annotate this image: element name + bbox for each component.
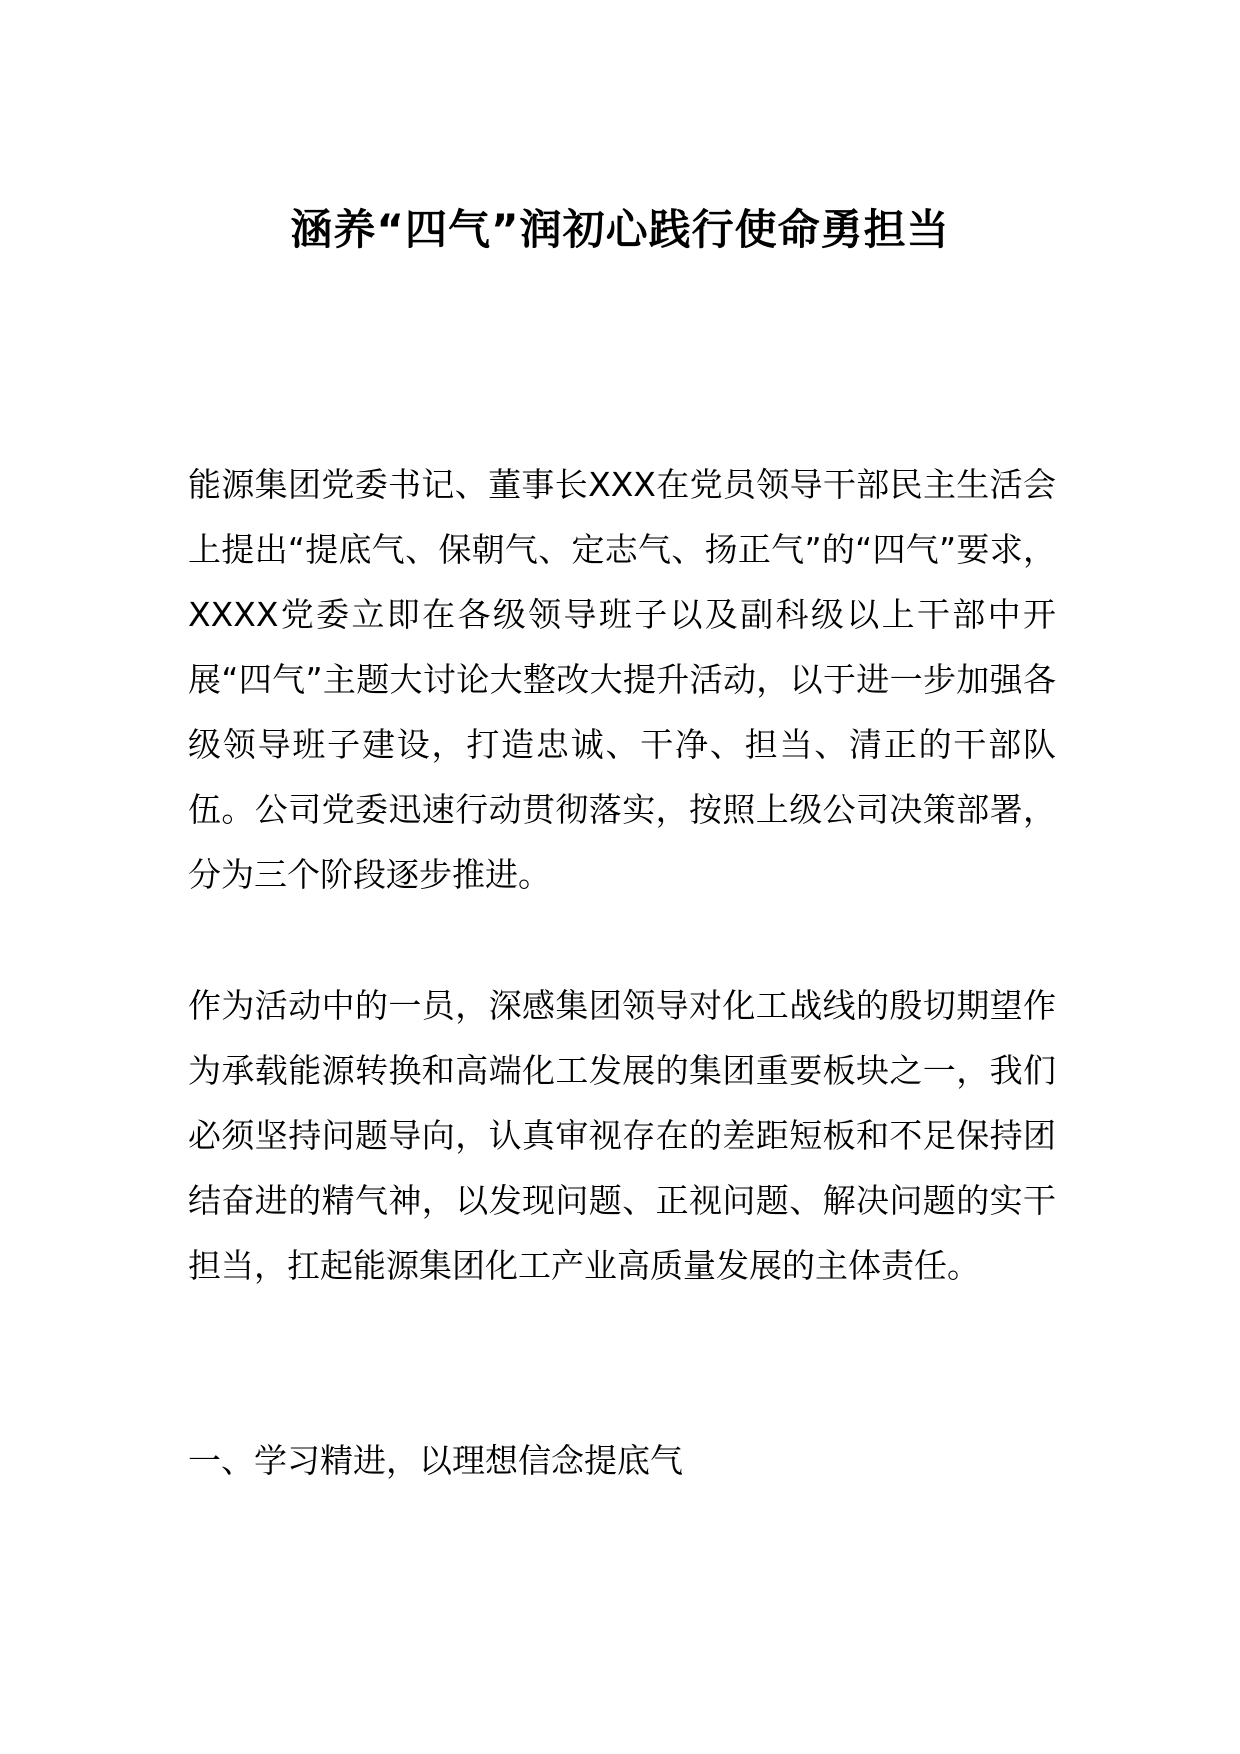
paragraph-reflection: 作为活动中的一员，深感集团领导对化工战线的殷切期望作为承载能源转换和高端化工发展的集团重要板块之一，我们必须坚持问题导向，认真审视存在的差距短板和不足保持团结奋进的精气神，以发现问题、正视问题、解决问题的实干担当，扛起能源集团化工产业高质量发展的主体责任。: [188, 986, 1056, 1285]
section-heading: 一、学习精进，以理想信念提底气: [188, 1441, 683, 1480]
paragraph-intro: 能源集团党委书记、董事长XXX在党员领导干部民主生活会上提出“提底气、保朝气、定志气、扬正气”的“四气”要求，XXXX党委立即在各级领导班子以及副科级以上干部中开展“四气”主题大讨论大整改大提升活动，以于进一步加强各级领导班子建设，打造忠诚、干净、担当、清正的干部队伍。公司党委迅速行动贯彻落实，按照上级公司决策部署，分为三个阶段逐步推进。: [188, 465, 1056, 894]
document-title: 涵养“四气”润初心践行使命勇担当: [290, 205, 950, 254]
